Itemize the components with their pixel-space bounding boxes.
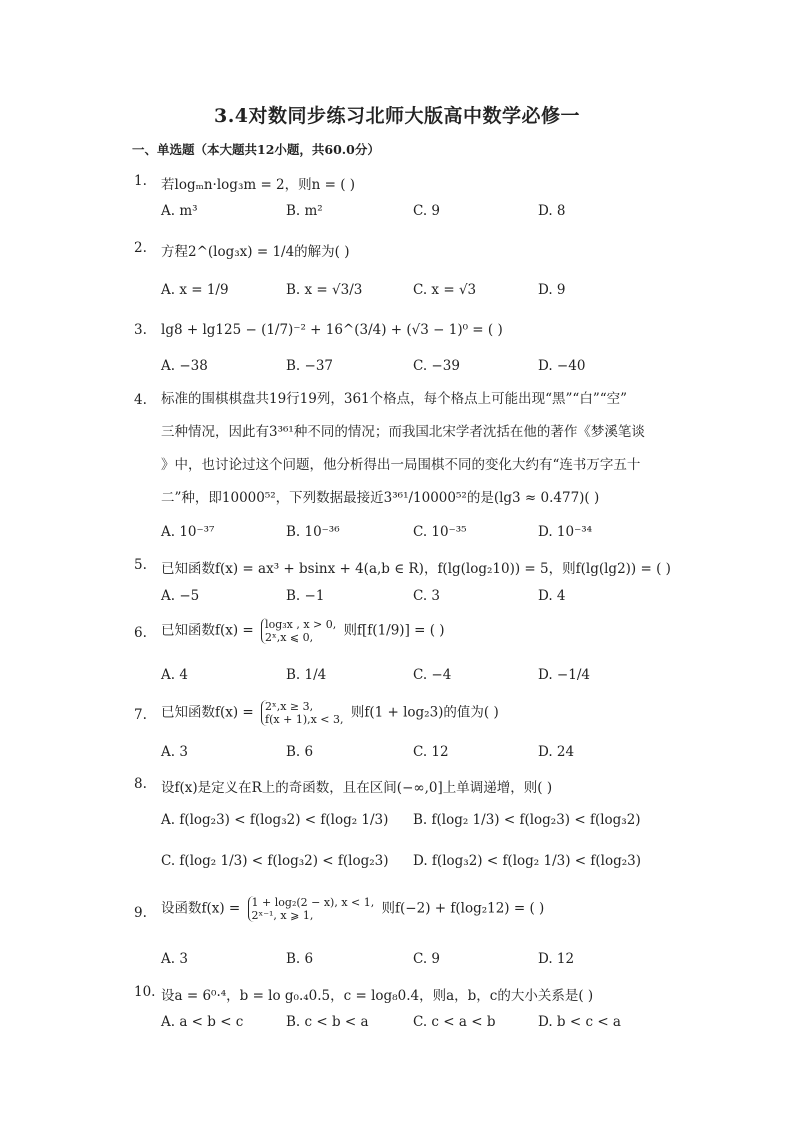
stem-suffix: 则f[f(1/9)] = ( ) <box>343 622 445 639</box>
option-a: A. −38 <box>161 358 208 374</box>
question-number: 8. <box>134 776 147 792</box>
question-number: 7. <box>134 707 147 723</box>
option-b: B. 10⁻³⁶ <box>286 524 340 540</box>
question-stem <box>161 383 671 515</box>
option-c: C. 9 <box>413 203 441 219</box>
option-d: D. b < c < a <box>538 1014 621 1030</box>
option-c: C. 12 <box>413 744 449 760</box>
stem-line: 二”种，即10000⁵²，下列数据最接近3³⁶¹/10000⁵²的是(lg3 ≈ 0.477)( ) <box>161 490 600 506</box>
option-a: A. m³ <box>161 203 198 219</box>
question-number: 2. <box>134 240 147 256</box>
option-d: D. 4 <box>538 588 566 604</box>
case-line: f(x + 1),x < 3, <box>265 713 344 726</box>
case-line: log₃x , x > 0, <box>265 618 337 631</box>
option-c: C. 10⁻³⁵ <box>413 524 467 540</box>
piecewise-cases <box>261 700 343 726</box>
stem-suffix: 则f(1 + log₂3)的值为( ) <box>350 704 499 721</box>
option-a: A. a < b < c <box>161 1014 244 1030</box>
stem-line: 三种情况，因此有3³⁶¹种不同的情况；而我国北宋学者沈括在他的著作《梦溪笔谈 <box>161 424 645 440</box>
case-line: 2ˣ,x ≥ 3, <box>265 700 314 713</box>
question-stem: 设a = 6⁰·⁴，b = lo g₀.₄0.5，c = log₈0.4，则a，b，c的大小关系是( ) <box>161 988 594 1004</box>
option-d: D. −40 <box>538 358 586 374</box>
question-stem <box>161 700 671 726</box>
option-d: D. 10⁻³⁴ <box>538 524 593 540</box>
option-c: C. x = √3 <box>413 282 477 298</box>
option-b: B. 6 <box>286 951 314 967</box>
option-a: A. 4 <box>161 667 188 683</box>
option-b: B. −37 <box>286 358 333 374</box>
page-title: 3.4对数同步练习北师大版高中数学必修一 <box>213 105 581 127</box>
option-c: C. −39 <box>413 358 460 374</box>
option-a: A. −5 <box>161 588 200 604</box>
question-stem: 已知函数f(x) = ax³ + bsinx + 4(a,b ∈ R)，f(lg(log₂10)) = 5，则f(lg(lg2)) = ( ) <box>161 561 671 577</box>
stem-prefix: 已知函数f(x) = <box>161 622 254 639</box>
question-stem: 若logₘn·log₃m = 2，则n = ( ) <box>161 177 356 193</box>
question-number: 4. <box>134 392 147 408</box>
option-d: D. f(log₃2) < f(log₂ 1/3) < f(log₂3) <box>413 853 641 869</box>
option-c: C. −4 <box>413 667 452 683</box>
option-a: A. 3 <box>161 744 188 760</box>
question-number: 5. <box>134 557 147 573</box>
option-c: C. c < a < b <box>413 1014 496 1030</box>
option-d: D. 9 <box>538 282 566 298</box>
stem-prefix: 设函数f(x) = <box>161 900 241 917</box>
option-d: D. 8 <box>538 203 566 219</box>
piecewise-cases <box>261 618 336 644</box>
piecewise-cases <box>248 896 375 922</box>
stem-line: 标准的围棋棋盘共19行19列，361个格点，每个格点上可能出现“黑”“白”“空” <box>161 391 628 407</box>
option-b: B. 6 <box>286 744 314 760</box>
question-number: 9. <box>134 905 147 921</box>
question-stem: lg8 + lg125 − (1/7)⁻² + 16^(3/4) + (√3 − 1)⁰ = ( ) <box>161 322 503 338</box>
question-number: 3. <box>134 322 147 338</box>
question-number: 6. <box>134 625 147 641</box>
option-c: C. f(log₂ 1/3) < f(log₃2) < f(log₂3) <box>161 853 389 869</box>
question-stem: 方程2^(log₃x) = 1/4的解为( ) <box>161 244 350 260</box>
option-c: C. 9 <box>413 951 441 967</box>
question-number: 1. <box>134 173 147 189</box>
option-c: C. 3 <box>413 588 441 604</box>
option-a: A. 10⁻³⁷ <box>161 524 215 540</box>
stem-line: 》中，也讨论过这个问题，他分析得出一局围棋不同的变化大约有“连书万字五十 <box>161 457 641 473</box>
question-number: 10. <box>134 984 156 1000</box>
option-a: A. x = 1/9 <box>161 282 229 298</box>
section-header: 一、单选题（本大题共12小题，共60.0分） <box>132 142 380 157</box>
stem-suffix: 则f(−2) + f(log₂12) = ( ) <box>381 900 545 917</box>
question-stem <box>161 618 671 644</box>
option-b: B. c < b < a <box>286 1014 369 1030</box>
option-a: A. f(log₂3) < f(log₃2) < f(log₂ 1/3) <box>161 812 389 828</box>
option-d: D. −1/4 <box>538 667 590 683</box>
option-d: D. 24 <box>538 744 575 760</box>
stem-prefix: 已知函数f(x) = <box>161 704 254 721</box>
option-d: D. 12 <box>538 951 575 967</box>
option-b: B. m² <box>286 203 323 219</box>
question-stem: 设f(x)是定义在R上的奇函数，且在区间(−∞,0]上单调递增，则( ) <box>161 780 553 796</box>
case-line: 2ˣ⁻¹, x ⩾ 1, <box>251 909 314 922</box>
case-line: 2ˣ,x ⩽ 0, <box>265 631 314 644</box>
option-b: B. −1 <box>286 588 325 604</box>
option-b: B. 1/4 <box>286 667 327 683</box>
case-line: 1 + log₂(2 − x), x < 1, <box>251 896 375 909</box>
option-a: A. 3 <box>161 951 188 967</box>
option-b: B. f(log₂ 1/3) < f(log₂3) < f(log₃2) <box>413 812 641 828</box>
option-b: B. x = √3/3 <box>286 282 363 298</box>
question-stem <box>161 896 671 922</box>
